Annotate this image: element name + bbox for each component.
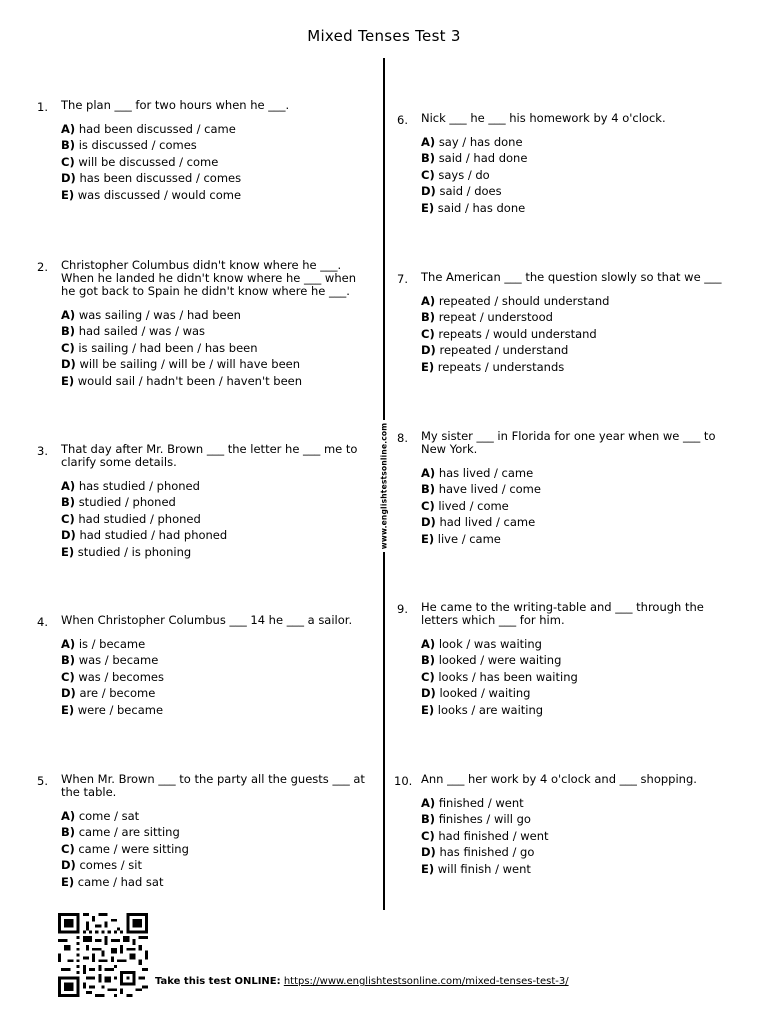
test-online-link[interactable]: https://www.englishtestsonline.com/mixed-tenses-test-3/ <box>283 976 569 987</box>
option-c[interactable]: C) came / were sitting <box>61 841 189 856</box>
question-4 <box>37 613 366 720</box>
option-e[interactable]: E) studied / is phoning <box>61 544 192 559</box>
option-b[interactable]: B) have lived / come <box>421 482 541 497</box>
question-9 <box>397 600 726 720</box>
qr-code-icon[interactable] <box>58 913 148 997</box>
option-d[interactable]: D) repeated / understand <box>421 343 569 358</box>
option-a[interactable]: A) come / sat <box>61 809 140 823</box>
question-stem: Christopher Columbus didn't know where he ___. When he landed he didn't know where he ___ when he got back to Spain he didn't know where he ___. <box>61 258 356 298</box>
question-5 <box>37 772 366 892</box>
question-6 <box>397 111 726 218</box>
option-a[interactable]: A) had been discussed / came <box>61 122 236 136</box>
option-d[interactable]: D) had lived / came <box>421 515 536 530</box>
question-number: 1. <box>37 100 48 114</box>
question-stem: He came to the writing-table and ___ through the letters which ___ for him. <box>421 600 704 627</box>
option-c[interactable]: C) says / do <box>421 167 490 182</box>
option-b[interactable]: B) came / are sitting <box>61 825 180 840</box>
question-number: 9. <box>397 602 408 616</box>
option-c[interactable]: C) is sailing / had been / has been <box>61 340 258 355</box>
question-2 <box>37 258 366 391</box>
question-7 <box>397 270 726 377</box>
option-a[interactable]: A) was sailing / was / had been <box>61 308 241 322</box>
option-a[interactable]: A) finished / went <box>421 796 524 810</box>
option-c[interactable]: C) was / becomes <box>61 669 164 684</box>
option-c[interactable]: C) looks / has been waiting <box>421 669 578 684</box>
question-8 <box>397 429 726 549</box>
question-number: 2. <box>37 260 48 274</box>
option-c[interactable]: C) lived / come <box>421 498 509 513</box>
option-d[interactable]: D) looked / waiting <box>421 686 531 701</box>
question-3 <box>37 442 366 562</box>
question-stem: That day after Mr. Brown ___ the letter he ___ me to clarify some details. <box>61 442 358 469</box>
question-10 <box>394 772 726 879</box>
footer <box>155 976 569 987</box>
question-stem: The American ___ the question slowly so that we ___ <box>421 270 722 284</box>
question-stem: The plan ___ for two hours when he ___. <box>61 98 290 112</box>
option-e[interactable]: E) looks / are waiting <box>421 702 544 717</box>
option-b[interactable]: B) studied / phoned <box>61 495 176 510</box>
option-d[interactable]: D) has finished / go <box>421 845 535 860</box>
question-stem: My sister ___ in Florida for one year when we ___ to New York. <box>421 429 716 456</box>
option-b[interactable]: B) finishes / will go <box>421 812 531 827</box>
watermark-url: www.englishtestsonline.com <box>379 422 389 550</box>
option-c[interactable]: C) had finished / went <box>421 828 549 843</box>
option-b[interactable]: B) said / had done <box>421 151 528 166</box>
option-b[interactable]: B) repeat / understood <box>421 310 553 325</box>
question-stem: Nick ___ he ___ his homework by 4 o'clock. <box>421 111 666 125</box>
option-d[interactable]: D) said / does <box>421 184 502 199</box>
option-a[interactable]: A) say / has done <box>421 135 523 149</box>
option-e[interactable]: E) would sail / hadn't been / haven't been <box>61 373 303 388</box>
question-number: 7. <box>397 272 408 286</box>
question-number: 10. <box>394 774 413 788</box>
question-number: 5. <box>37 774 48 788</box>
column-divider-top <box>383 58 385 420</box>
option-c[interactable]: C) will be discussed / come <box>61 154 219 169</box>
option-a[interactable]: A) look / was waiting <box>421 637 542 651</box>
column-divider-bottom <box>383 552 385 910</box>
question-number: 4. <box>37 615 48 629</box>
option-e[interactable]: E) live / came <box>421 531 501 546</box>
option-e[interactable]: E) said / has done <box>421 200 526 215</box>
question-number: 6. <box>397 113 408 127</box>
option-b[interactable]: B) is discussed / comes <box>61 138 197 153</box>
footer-label: Take this test ONLINE: <box>155 976 281 987</box>
option-d[interactable]: D) are / become <box>61 686 156 701</box>
option-a[interactable]: A) is / became <box>61 637 146 651</box>
option-a[interactable]: A) repeated / should understand <box>421 294 610 308</box>
question-stem: Ann ___ her work by 4 o'clock and ___ shopping. <box>421 772 697 786</box>
question-stem: When Christopher Columbus ___ 14 he ___ a sailor. <box>61 613 353 627</box>
option-c[interactable]: C) repeats / would understand <box>421 326 597 341</box>
option-e[interactable]: E) repeats / understands <box>421 359 565 374</box>
option-e[interactable]: E) were / became <box>61 702 164 717</box>
option-b[interactable]: B) looked / were waiting <box>421 653 562 668</box>
page-title: Mixed Tenses Test 3 <box>307 27 461 45</box>
option-e[interactable]: E) will finish / went <box>421 861 531 876</box>
option-a[interactable]: A) has lived / came <box>421 466 534 480</box>
option-e[interactable]: E) came / had sat <box>61 874 164 889</box>
question-stem: When Mr. Brown ___ to the party all the guests ___ at the table. <box>61 772 365 799</box>
option-d[interactable]: D) has been discussed / comes <box>61 171 242 186</box>
option-e[interactable]: E) was discussed / would come <box>61 187 242 202</box>
option-c[interactable]: C) had studied / phoned <box>61 511 201 526</box>
option-d[interactable]: D) had studied / had phoned <box>61 528 228 543</box>
option-d[interactable]: D) will be sailing / will be / will have been <box>61 357 301 372</box>
question-number: 8. <box>397 431 408 445</box>
option-b[interactable]: B) was / became <box>61 653 159 668</box>
question-number: 3. <box>37 444 48 458</box>
option-d[interactable]: D) comes / sit <box>61 858 142 873</box>
question-1 <box>37 98 366 205</box>
option-a[interactable]: A) has studied / phoned <box>61 479 200 493</box>
option-b[interactable]: B) had sailed / was / was <box>61 324 206 339</box>
